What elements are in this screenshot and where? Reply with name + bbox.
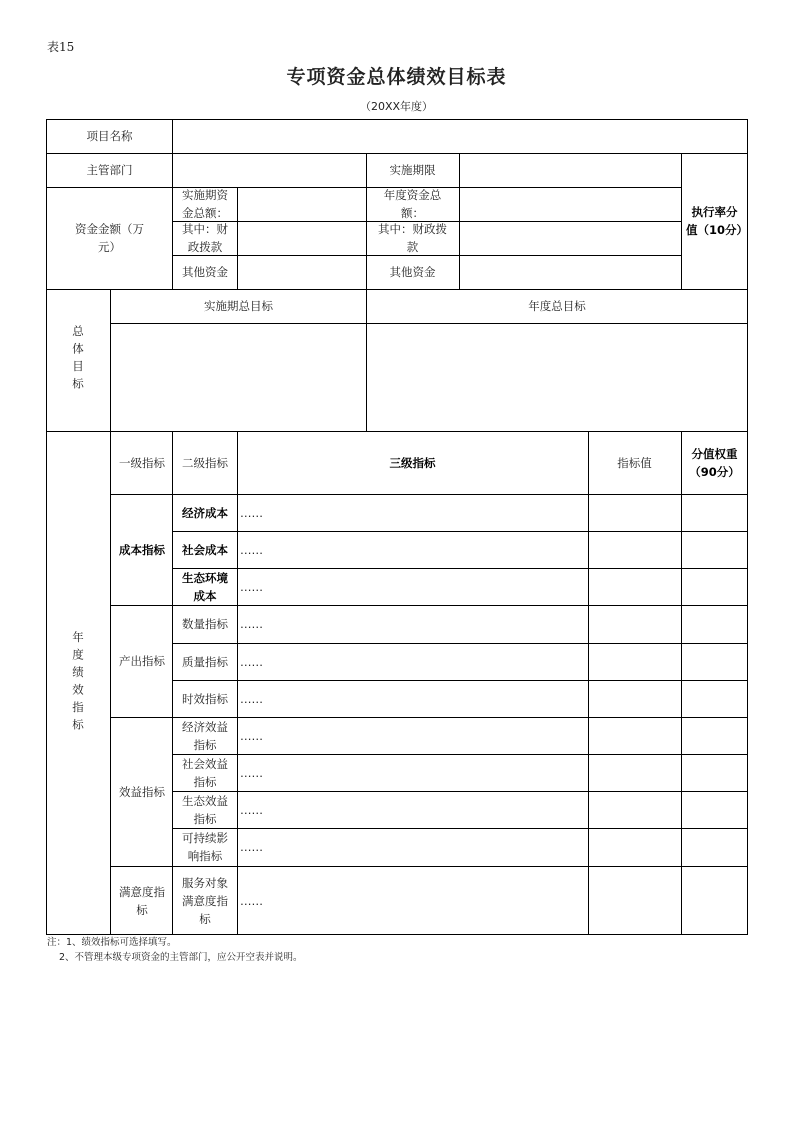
dept-value-cell[interactable] [173, 153, 366, 187]
level2-social-cost: 社会成本 [182, 542, 228, 557]
level3-quantity[interactable]: …… [240, 617, 263, 631]
other-fund-cell-left[interactable] [237, 255, 366, 289]
weight-cell[interactable] [681, 605, 748, 643]
level3-timeliness[interactable]: …… [240, 691, 263, 706]
other-fund-cell-right[interactable] [459, 255, 681, 289]
col-level3-header: 三级指标 [389, 455, 436, 470]
weight-cell[interactable] [681, 531, 748, 568]
fiscal-alloc-cell-left[interactable] [237, 221, 366, 255]
goals-section-label: 总体目标 [71, 325, 85, 395]
annual-goal-cell[interactable] [366, 323, 748, 431]
project-name-label: 项目名称 [86, 129, 133, 143]
level3-eco-benefit[interactable]: …… [240, 802, 263, 817]
value-cell[interactable] [588, 791, 681, 828]
note-line-1: 注：1、绩效指标可选择填写。 [47, 937, 177, 948]
value-cell[interactable] [588, 680, 681, 717]
weight-cell[interactable] [681, 494, 748, 531]
weight-cell[interactable] [681, 643, 748, 680]
level2-economic-benefit: 经济效益指标 [182, 719, 228, 752]
period-value-cell[interactable] [459, 153, 681, 187]
level2-timeliness: 时效指标 [182, 691, 228, 706]
project-name-value-cell[interactable] [173, 119, 748, 153]
col-weight-header: 分值权重（90分） [689, 446, 740, 479]
level2-satisfaction: 服务对象满意度指标 [182, 875, 228, 926]
level3-economic-cost[interactable]: …… [240, 505, 263, 520]
level3-social-benefit[interactable]: …… [240, 765, 263, 780]
level2-sustainable: 可持续影响指标 [182, 831, 228, 863]
level2-social-benefit: 社会效益指标 [182, 756, 228, 789]
value-cell[interactable] [588, 643, 681, 680]
fiscal-alloc-label-left: 其中：财政拨款 [182, 222, 228, 254]
value-cell[interactable] [588, 531, 681, 568]
value-cell[interactable] [588, 754, 681, 791]
total-period-fund-label: 实施期资金总额： [182, 188, 228, 220]
dept-label: 主管部门 [86, 163, 133, 177]
level3-economic-benefit[interactable]: …… [240, 728, 263, 743]
level3-satisfaction[interactable]: …… [240, 893, 263, 908]
group-label-output: 产出指标 [119, 654, 165, 668]
value-cell[interactable] [588, 717, 681, 754]
value-cell[interactable] [588, 605, 681, 643]
level3-sustainable[interactable]: …… [240, 840, 263, 854]
value-cell[interactable] [588, 828, 681, 866]
annual-goal-label: 年度总目标 [528, 299, 586, 313]
annual-total-fund-cell[interactable] [459, 187, 681, 221]
fiscal-alloc-cell-right[interactable] [459, 221, 681, 255]
weight-cell[interactable] [681, 828, 748, 866]
weight-cell[interactable] [681, 568, 748, 605]
group-label-benefit: 效益指标 [119, 784, 165, 799]
group-label-satisfaction: 满意度指标 [119, 884, 165, 917]
level3-social-cost[interactable]: …… [240, 542, 263, 557]
fiscal-alloc-label-right: 其中：财政拨款 [378, 222, 447, 254]
level3-eco-env-cost[interactable]: …… [240, 579, 263, 594]
other-fund-label-left: 其他资金 [182, 265, 228, 279]
period-label: 实施期限 [389, 163, 436, 177]
level2-eco-benefit: 生态效益指标 [182, 793, 228, 826]
level2-quantity: 数量指标 [182, 617, 228, 631]
note-line-2: 2、不管理本级专项资金的主管部门，应公开空表并说明。 [59, 952, 303, 963]
weight-cell[interactable] [681, 680, 748, 717]
total-period-fund-cell[interactable] [237, 187, 366, 221]
level2-eco-env-cost: 生态环境成本 [182, 570, 228, 603]
page-title: 专项资金总体绩效目标表 [286, 66, 507, 88]
annual-total-fund-label: 年度资金总额： [383, 188, 442, 220]
period-goal-cell[interactable] [111, 323, 366, 431]
weight-cell[interactable] [681, 717, 748, 754]
level2-economic-cost: 经济成本 [182, 505, 228, 520]
indicators-section-label: 年度绩效指标 [71, 630, 85, 736]
level2-quality: 质量指标 [182, 654, 228, 669]
fund-amount-label: 资金金额（万元） [75, 222, 144, 254]
period-goal-label: 实施期总目标 [204, 299, 273, 313]
weight-cell[interactable] [681, 866, 748, 935]
other-fund-label-right: 其他资金 [389, 265, 436, 279]
group-label-cost: 成本指标 [119, 542, 165, 557]
level3-quality[interactable]: …… [240, 654, 263, 669]
exec-rate-label: 执行率分值（10分） [686, 205, 749, 237]
page-subtitle: （20XX年度） [359, 100, 434, 113]
col-level1-header: 一级指标 [119, 455, 165, 470]
value-cell[interactable] [588, 866, 681, 935]
value-cell[interactable] [588, 568, 681, 605]
col-level2-header: 二级指标 [182, 455, 228, 470]
form-number: 表15 [47, 40, 75, 54]
value-cell[interactable] [588, 494, 681, 531]
col-value-header: 指标值 [617, 455, 652, 470]
weight-cell[interactable] [681, 791, 748, 828]
weight-cell[interactable] [681, 754, 748, 791]
